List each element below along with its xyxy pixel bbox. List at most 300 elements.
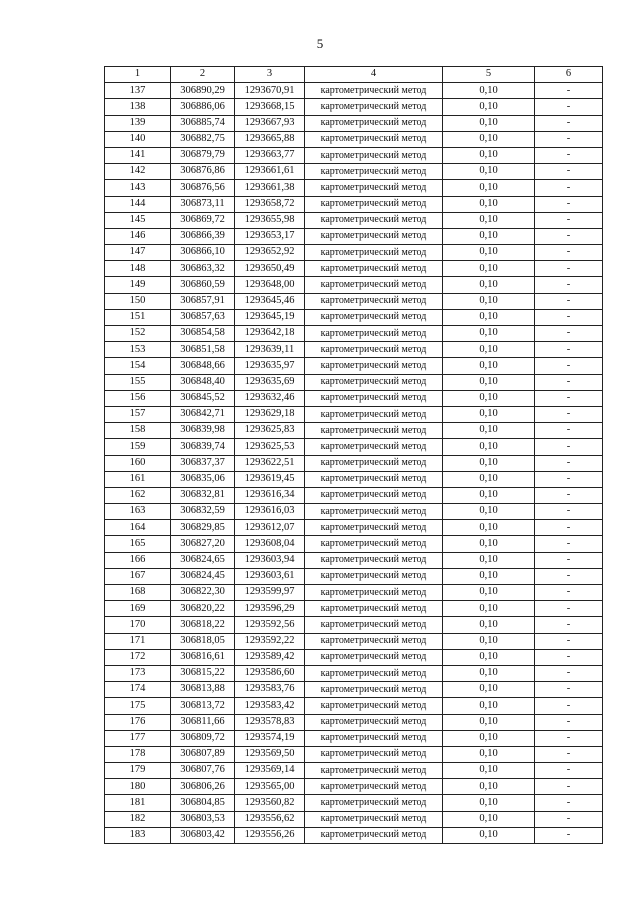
x-coordinate-cell: 306869,72 bbox=[171, 212, 235, 228]
accuracy-cell: 0,10 bbox=[443, 83, 535, 99]
accuracy-cell: 0,10 bbox=[443, 601, 535, 617]
table-row bbox=[105, 261, 603, 277]
point-number-cell: 156 bbox=[105, 390, 171, 406]
description-cell: - bbox=[535, 633, 603, 649]
accuracy-cell: 0,10 bbox=[443, 714, 535, 730]
accuracy-cell: 0,10 bbox=[443, 779, 535, 795]
table-row bbox=[105, 164, 603, 180]
y-coordinate-cell: 1293658,72 bbox=[235, 196, 305, 212]
table-row bbox=[105, 601, 603, 617]
description-cell: - bbox=[535, 374, 603, 390]
method-cell: картометрический метод bbox=[305, 342, 443, 358]
description-cell: - bbox=[535, 730, 603, 746]
method-cell: картометрический метод bbox=[305, 665, 443, 681]
point-number-cell: 161 bbox=[105, 471, 171, 487]
table-row bbox=[105, 827, 603, 843]
method-cell: картометрический метод bbox=[305, 714, 443, 730]
point-number-cell: 165 bbox=[105, 536, 171, 552]
table-row bbox=[105, 406, 603, 422]
header-cell: 5 bbox=[443, 67, 535, 83]
point-number-cell: 162 bbox=[105, 487, 171, 503]
x-coordinate-cell: 306804,85 bbox=[171, 795, 235, 811]
x-coordinate-cell: 306803,42 bbox=[171, 827, 235, 843]
x-coordinate-cell: 306813,88 bbox=[171, 682, 235, 698]
y-coordinate-cell: 1293569,14 bbox=[235, 763, 305, 779]
description-cell: - bbox=[535, 682, 603, 698]
description-cell: - bbox=[535, 228, 603, 244]
table-row bbox=[105, 730, 603, 746]
x-coordinate-cell: 306815,22 bbox=[171, 665, 235, 681]
description-cell: - bbox=[535, 455, 603, 471]
method-cell: картометрический метод bbox=[305, 212, 443, 228]
y-coordinate-cell: 1293645,19 bbox=[235, 309, 305, 325]
accuracy-cell: 0,10 bbox=[443, 390, 535, 406]
accuracy-cell: 0,10 bbox=[443, 164, 535, 180]
point-number-cell: 168 bbox=[105, 585, 171, 601]
accuracy-cell: 0,10 bbox=[443, 665, 535, 681]
x-coordinate-cell: 306827,20 bbox=[171, 536, 235, 552]
point-number-cell: 140 bbox=[105, 131, 171, 147]
x-coordinate-cell: 306829,85 bbox=[171, 520, 235, 536]
method-cell: картометрический метод bbox=[305, 536, 443, 552]
x-coordinate-cell: 306863,32 bbox=[171, 261, 235, 277]
x-coordinate-cell: 306886,06 bbox=[171, 99, 235, 115]
x-coordinate-cell: 306854,58 bbox=[171, 326, 235, 342]
point-number-cell: 177 bbox=[105, 730, 171, 746]
table-row bbox=[105, 277, 603, 293]
y-coordinate-cell: 1293589,42 bbox=[235, 649, 305, 665]
method-cell: картометрический метод bbox=[305, 358, 443, 374]
accuracy-cell: 0,10 bbox=[443, 245, 535, 261]
x-coordinate-cell: 306818,05 bbox=[171, 633, 235, 649]
description-cell: - bbox=[535, 423, 603, 439]
y-coordinate-cell: 1293578,83 bbox=[235, 714, 305, 730]
method-cell: картометрический метод bbox=[305, 293, 443, 309]
header-cell: 1 bbox=[105, 67, 171, 83]
accuracy-cell: 0,10 bbox=[443, 423, 535, 439]
description-cell: - bbox=[535, 617, 603, 633]
x-coordinate-cell: 306879,79 bbox=[171, 147, 235, 163]
x-coordinate-cell: 306857,63 bbox=[171, 309, 235, 325]
accuracy-cell: 0,10 bbox=[443, 649, 535, 665]
description-cell: - bbox=[535, 827, 603, 843]
table-row bbox=[105, 83, 603, 99]
method-cell: картометрический метод bbox=[305, 83, 443, 99]
description-cell: - bbox=[535, 245, 603, 261]
method-cell: картометрический метод bbox=[305, 617, 443, 633]
table-row bbox=[105, 131, 603, 147]
method-cell: картометрический метод bbox=[305, 698, 443, 714]
accuracy-cell: 0,10 bbox=[443, 326, 535, 342]
header-cell: 6 bbox=[535, 67, 603, 83]
description-cell: - bbox=[535, 504, 603, 520]
description-cell: - bbox=[535, 115, 603, 131]
y-coordinate-cell: 1293642,18 bbox=[235, 326, 305, 342]
point-number-cell: 176 bbox=[105, 714, 171, 730]
point-number-cell: 181 bbox=[105, 795, 171, 811]
method-cell: картометрический метод bbox=[305, 99, 443, 115]
table-row bbox=[105, 180, 603, 196]
y-coordinate-cell: 1293661,38 bbox=[235, 180, 305, 196]
x-coordinate-cell: 306857,91 bbox=[171, 293, 235, 309]
description-cell: - bbox=[535, 131, 603, 147]
accuracy-cell: 0,10 bbox=[443, 131, 535, 147]
table-row bbox=[105, 439, 603, 455]
table-header bbox=[105, 67, 603, 83]
point-number-cell: 146 bbox=[105, 228, 171, 244]
x-coordinate-cell: 306806,26 bbox=[171, 779, 235, 795]
point-number-cell: 151 bbox=[105, 309, 171, 325]
table-row bbox=[105, 358, 603, 374]
coordinates-table bbox=[104, 66, 603, 844]
y-coordinate-cell: 1293663,77 bbox=[235, 147, 305, 163]
accuracy-cell: 0,10 bbox=[443, 698, 535, 714]
header-cell: 4 bbox=[305, 67, 443, 83]
description-cell: - bbox=[535, 293, 603, 309]
x-coordinate-cell: 306818,22 bbox=[171, 617, 235, 633]
description-cell: - bbox=[535, 665, 603, 681]
point-number-cell: 182 bbox=[105, 811, 171, 827]
y-coordinate-cell: 1293639,11 bbox=[235, 342, 305, 358]
description-cell: - bbox=[535, 439, 603, 455]
x-coordinate-cell: 306809,72 bbox=[171, 730, 235, 746]
accuracy-cell: 0,10 bbox=[443, 811, 535, 827]
method-cell: картометрический метод bbox=[305, 390, 443, 406]
accuracy-cell: 0,10 bbox=[443, 196, 535, 212]
description-cell: - bbox=[535, 326, 603, 342]
page-number: 5 bbox=[316, 36, 324, 51]
description-cell: - bbox=[535, 487, 603, 503]
method-cell: картометрический метод bbox=[305, 779, 443, 795]
table-row bbox=[105, 487, 603, 503]
table-row bbox=[105, 649, 603, 665]
y-coordinate-cell: 1293592,22 bbox=[235, 633, 305, 649]
y-coordinate-cell: 1293560,82 bbox=[235, 795, 305, 811]
table-row bbox=[105, 212, 603, 228]
accuracy-cell: 0,10 bbox=[443, 633, 535, 649]
description-cell: - bbox=[535, 196, 603, 212]
table-row bbox=[105, 779, 603, 795]
x-coordinate-cell: 306824,45 bbox=[171, 568, 235, 584]
y-coordinate-cell: 1293616,03 bbox=[235, 504, 305, 520]
point-number-cell: 157 bbox=[105, 406, 171, 422]
x-coordinate-cell: 306807,89 bbox=[171, 746, 235, 762]
description-cell: - bbox=[535, 390, 603, 406]
point-number-cell: 180 bbox=[105, 779, 171, 795]
method-cell: картометрический метод bbox=[305, 601, 443, 617]
description-cell: - bbox=[535, 811, 603, 827]
table-row bbox=[105, 665, 603, 681]
table-row bbox=[105, 99, 603, 115]
method-cell: картометрический метод bbox=[305, 439, 443, 455]
x-coordinate-cell: 306839,74 bbox=[171, 439, 235, 455]
y-coordinate-cell: 1293556,62 bbox=[235, 811, 305, 827]
point-number-cell: 178 bbox=[105, 746, 171, 762]
x-coordinate-cell: 306890,29 bbox=[171, 83, 235, 99]
description-cell: - bbox=[535, 471, 603, 487]
y-coordinate-cell: 1293596,29 bbox=[235, 601, 305, 617]
method-cell: картометрический метод bbox=[305, 649, 443, 665]
table-row bbox=[105, 504, 603, 520]
accuracy-cell: 0,10 bbox=[443, 99, 535, 115]
accuracy-cell: 0,10 bbox=[443, 471, 535, 487]
header-cell: 2 bbox=[171, 67, 235, 83]
accuracy-cell: 0,10 bbox=[443, 309, 535, 325]
method-cell: картометрический метод bbox=[305, 245, 443, 261]
table-body bbox=[105, 83, 603, 844]
point-number-cell: 159 bbox=[105, 439, 171, 455]
point-number-cell: 174 bbox=[105, 682, 171, 698]
y-coordinate-cell: 1293556,26 bbox=[235, 827, 305, 843]
table-row bbox=[105, 293, 603, 309]
x-coordinate-cell: 306860,59 bbox=[171, 277, 235, 293]
x-coordinate-cell: 306882,75 bbox=[171, 131, 235, 147]
y-coordinate-cell: 1293645,46 bbox=[235, 293, 305, 309]
point-number-cell: 179 bbox=[105, 763, 171, 779]
accuracy-cell: 0,10 bbox=[443, 730, 535, 746]
x-coordinate-cell: 306873,11 bbox=[171, 196, 235, 212]
y-coordinate-cell: 1293569,50 bbox=[235, 746, 305, 762]
method-cell: картометрический метод bbox=[305, 277, 443, 293]
method-cell: картометрический метод bbox=[305, 261, 443, 277]
point-number-cell: 155 bbox=[105, 374, 171, 390]
method-cell: картометрический метод bbox=[305, 406, 443, 422]
point-number-cell: 172 bbox=[105, 649, 171, 665]
method-cell: картометрический метод bbox=[305, 115, 443, 131]
table-row bbox=[105, 520, 603, 536]
description-cell: - bbox=[535, 779, 603, 795]
description-cell: - bbox=[535, 795, 603, 811]
accuracy-cell: 0,10 bbox=[443, 374, 535, 390]
x-coordinate-cell: 306820,22 bbox=[171, 601, 235, 617]
y-coordinate-cell: 1293603,94 bbox=[235, 552, 305, 568]
description-cell: - bbox=[535, 212, 603, 228]
table-row bbox=[105, 682, 603, 698]
description-cell: - bbox=[535, 649, 603, 665]
accuracy-cell: 0,10 bbox=[443, 180, 535, 196]
table-row bbox=[105, 585, 603, 601]
x-coordinate-cell: 306842,71 bbox=[171, 406, 235, 422]
description-cell: - bbox=[535, 520, 603, 536]
method-cell: картометрический метод bbox=[305, 147, 443, 163]
description-cell: - bbox=[535, 261, 603, 277]
x-coordinate-cell: 306866,39 bbox=[171, 228, 235, 244]
point-number-cell: 150 bbox=[105, 293, 171, 309]
description-cell: - bbox=[535, 746, 603, 762]
description-cell: - bbox=[535, 164, 603, 180]
point-number-cell: 145 bbox=[105, 212, 171, 228]
y-coordinate-cell: 1293665,88 bbox=[235, 131, 305, 147]
x-coordinate-cell: 306822,30 bbox=[171, 585, 235, 601]
point-number-cell: 170 bbox=[105, 617, 171, 633]
method-cell: картометрический метод bbox=[305, 326, 443, 342]
method-cell: картометрический метод bbox=[305, 633, 443, 649]
table-row bbox=[105, 795, 603, 811]
y-coordinate-cell: 1293574,19 bbox=[235, 730, 305, 746]
point-number-cell: 149 bbox=[105, 277, 171, 293]
method-cell: картометрический метод bbox=[305, 827, 443, 843]
method-cell: картометрический метод bbox=[305, 746, 443, 762]
description-cell: - bbox=[535, 180, 603, 196]
accuracy-cell: 0,10 bbox=[443, 212, 535, 228]
method-cell: картометрический метод bbox=[305, 795, 443, 811]
method-cell: картометрический метод bbox=[305, 730, 443, 746]
accuracy-cell: 0,10 bbox=[443, 504, 535, 520]
y-coordinate-cell: 1293635,97 bbox=[235, 358, 305, 374]
method-cell: картометрический метод bbox=[305, 471, 443, 487]
accuracy-cell: 0,10 bbox=[443, 827, 535, 843]
y-coordinate-cell: 1293661,61 bbox=[235, 164, 305, 180]
table-row bbox=[105, 115, 603, 131]
method-cell: картометрический метод bbox=[305, 228, 443, 244]
accuracy-cell: 0,10 bbox=[443, 261, 535, 277]
point-number-cell: 173 bbox=[105, 665, 171, 681]
y-coordinate-cell: 1293625,53 bbox=[235, 439, 305, 455]
method-cell: картометрический метод bbox=[305, 811, 443, 827]
method-cell: картометрический метод bbox=[305, 196, 443, 212]
accuracy-cell: 0,10 bbox=[443, 277, 535, 293]
y-coordinate-cell: 1293583,76 bbox=[235, 682, 305, 698]
x-coordinate-cell: 306839,98 bbox=[171, 423, 235, 439]
table-row bbox=[105, 342, 603, 358]
x-coordinate-cell: 306807,76 bbox=[171, 763, 235, 779]
accuracy-cell: 0,10 bbox=[443, 746, 535, 762]
point-number-cell: 175 bbox=[105, 698, 171, 714]
description-cell: - bbox=[535, 342, 603, 358]
method-cell: картометрический метод bbox=[305, 504, 443, 520]
description-cell: - bbox=[535, 552, 603, 568]
accuracy-cell: 0,10 bbox=[443, 487, 535, 503]
table-row bbox=[105, 763, 603, 779]
point-number-cell: 171 bbox=[105, 633, 171, 649]
x-coordinate-cell: 306876,86 bbox=[171, 164, 235, 180]
header-row bbox=[105, 67, 603, 83]
table-row bbox=[105, 811, 603, 827]
y-coordinate-cell: 1293670,91 bbox=[235, 83, 305, 99]
description-cell: - bbox=[535, 601, 603, 617]
y-coordinate-cell: 1293632,46 bbox=[235, 390, 305, 406]
accuracy-cell: 0,10 bbox=[443, 358, 535, 374]
description-cell: - bbox=[535, 536, 603, 552]
y-coordinate-cell: 1293625,83 bbox=[235, 423, 305, 439]
point-number-cell: 141 bbox=[105, 147, 171, 163]
description-cell: - bbox=[535, 763, 603, 779]
point-number-cell: 166 bbox=[105, 552, 171, 568]
x-coordinate-cell: 306885,74 bbox=[171, 115, 235, 131]
description-cell: - bbox=[535, 585, 603, 601]
method-cell: картометрический метод bbox=[305, 309, 443, 325]
table-row bbox=[105, 147, 603, 163]
x-coordinate-cell: 306848,40 bbox=[171, 374, 235, 390]
description-cell: - bbox=[535, 99, 603, 115]
point-number-cell: 144 bbox=[105, 196, 171, 212]
y-coordinate-cell: 1293667,93 bbox=[235, 115, 305, 131]
table-row bbox=[105, 326, 603, 342]
x-coordinate-cell: 306851,58 bbox=[171, 342, 235, 358]
point-number-cell: 167 bbox=[105, 568, 171, 584]
table-row bbox=[105, 245, 603, 261]
accuracy-cell: 0,10 bbox=[443, 682, 535, 698]
accuracy-cell: 0,10 bbox=[443, 552, 535, 568]
y-coordinate-cell: 1293635,69 bbox=[235, 374, 305, 390]
description-cell: - bbox=[535, 309, 603, 325]
accuracy-cell: 0,10 bbox=[443, 520, 535, 536]
header-cell: 3 bbox=[235, 67, 305, 83]
method-cell: картометрический метод bbox=[305, 131, 443, 147]
y-coordinate-cell: 1293653,17 bbox=[235, 228, 305, 244]
table-row bbox=[105, 455, 603, 471]
accuracy-cell: 0,10 bbox=[443, 455, 535, 471]
table-row bbox=[105, 228, 603, 244]
table-row bbox=[105, 536, 603, 552]
accuracy-cell: 0,10 bbox=[443, 342, 535, 358]
method-cell: картометрический метод bbox=[305, 487, 443, 503]
method-cell: картометрический метод bbox=[305, 568, 443, 584]
x-coordinate-cell: 306876,56 bbox=[171, 180, 235, 196]
description-cell: - bbox=[535, 83, 603, 99]
x-coordinate-cell: 306837,37 bbox=[171, 455, 235, 471]
accuracy-cell: 0,10 bbox=[443, 147, 535, 163]
table-row bbox=[105, 390, 603, 406]
table-row bbox=[105, 617, 603, 633]
method-cell: картометрический метод bbox=[305, 164, 443, 180]
point-number-cell: 139 bbox=[105, 115, 171, 131]
description-cell: - bbox=[535, 698, 603, 714]
accuracy-cell: 0,10 bbox=[443, 406, 535, 422]
y-coordinate-cell: 1293612,07 bbox=[235, 520, 305, 536]
y-coordinate-cell: 1293599,97 bbox=[235, 585, 305, 601]
method-cell: картометрический метод bbox=[305, 423, 443, 439]
accuracy-cell: 0,10 bbox=[443, 617, 535, 633]
point-number-cell: 163 bbox=[105, 504, 171, 520]
point-number-cell: 160 bbox=[105, 455, 171, 471]
y-coordinate-cell: 1293668,15 bbox=[235, 99, 305, 115]
point-number-cell: 142 bbox=[105, 164, 171, 180]
method-cell: картометрический метод bbox=[305, 455, 443, 471]
point-number-cell: 148 bbox=[105, 261, 171, 277]
y-coordinate-cell: 1293608,04 bbox=[235, 536, 305, 552]
method-cell: картометрический метод bbox=[305, 552, 443, 568]
y-coordinate-cell: 1293648,00 bbox=[235, 277, 305, 293]
x-coordinate-cell: 306816,61 bbox=[171, 649, 235, 665]
y-coordinate-cell: 1293650,49 bbox=[235, 261, 305, 277]
table-row bbox=[105, 746, 603, 762]
method-cell: картометрический метод bbox=[305, 180, 443, 196]
method-cell: картометрический метод bbox=[305, 520, 443, 536]
x-coordinate-cell: 306832,81 bbox=[171, 487, 235, 503]
description-cell: - bbox=[535, 277, 603, 293]
table-row bbox=[105, 633, 603, 649]
point-number-cell: 164 bbox=[105, 520, 171, 536]
x-coordinate-cell: 306811,66 bbox=[171, 714, 235, 730]
description-cell: - bbox=[535, 406, 603, 422]
description-cell: - bbox=[535, 147, 603, 163]
y-coordinate-cell: 1293619,45 bbox=[235, 471, 305, 487]
x-coordinate-cell: 306832,59 bbox=[171, 504, 235, 520]
accuracy-cell: 0,10 bbox=[443, 228, 535, 244]
y-coordinate-cell: 1293586,60 bbox=[235, 665, 305, 681]
x-coordinate-cell: 306866,10 bbox=[171, 245, 235, 261]
description-cell: - bbox=[535, 568, 603, 584]
description-cell: - bbox=[535, 714, 603, 730]
point-number-cell: 154 bbox=[105, 358, 171, 374]
table-row bbox=[105, 714, 603, 730]
point-number-cell: 137 bbox=[105, 83, 171, 99]
x-coordinate-cell: 306813,72 bbox=[171, 698, 235, 714]
y-coordinate-cell: 1293603,61 bbox=[235, 568, 305, 584]
y-coordinate-cell: 1293655,98 bbox=[235, 212, 305, 228]
method-cell: картометрический метод bbox=[305, 585, 443, 601]
